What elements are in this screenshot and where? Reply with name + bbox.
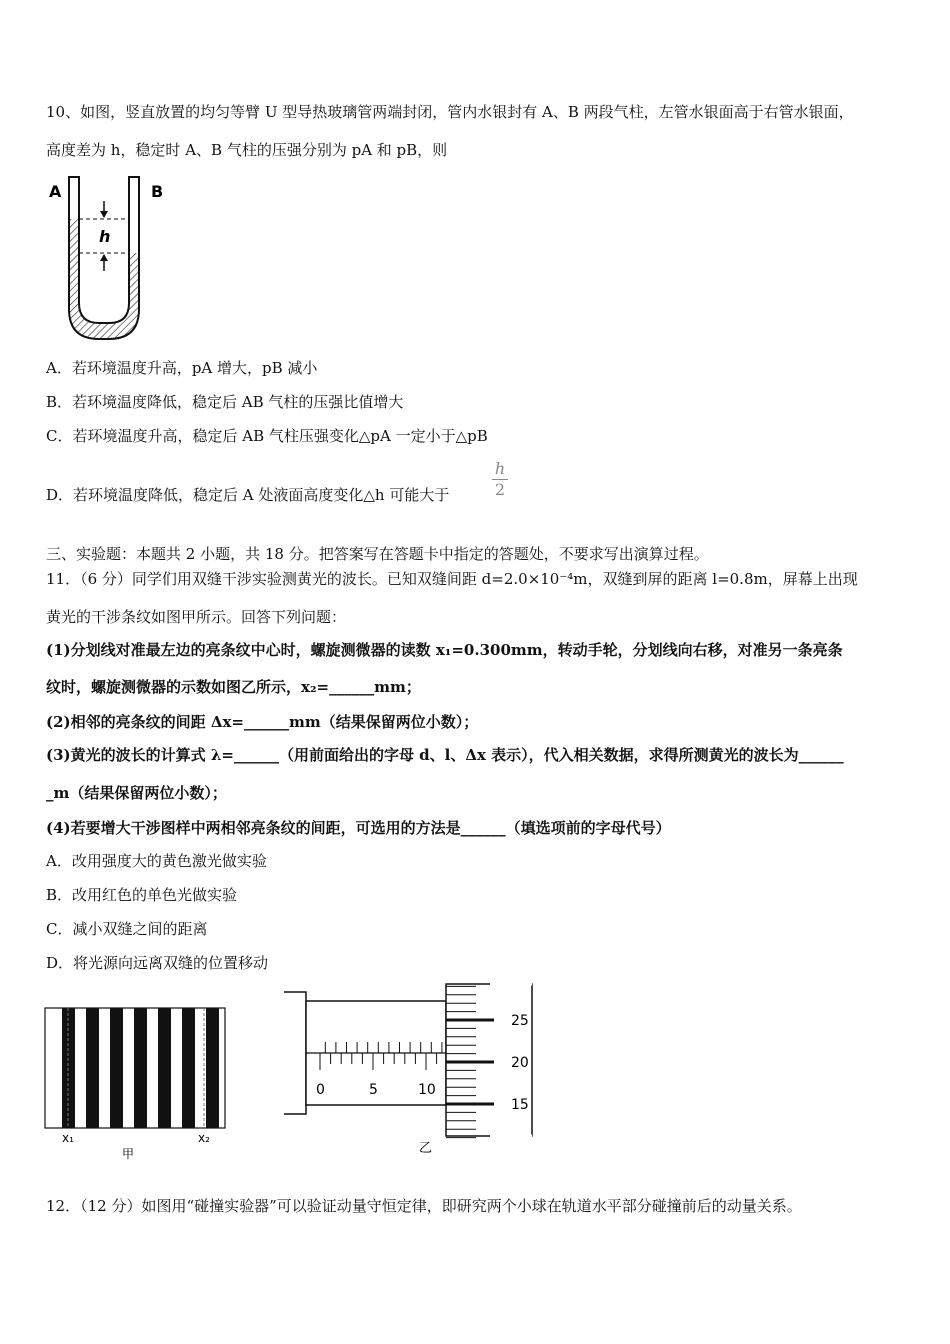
thimble-label: 25 xyxy=(511,1013,529,1029)
q11-option-d: D．将光源向远离双缝的位置移动 xyxy=(46,954,269,972)
q12-stem: 12．（12 分）如图用“碰撞实验器”可以验证动量守恒定律，即研究两个小球在轨道水平部分碰撞前后的动量关系。 xyxy=(46,1197,802,1215)
q10-option-a: A．若环境温度升高，pA 增大，pB 减小 xyxy=(46,359,318,377)
dark-fringe xyxy=(206,1008,219,1128)
dark-fringe xyxy=(158,1008,171,1128)
main-scale-label: 10 xyxy=(418,1082,436,1098)
label-a: A xyxy=(49,182,62,201)
dark-fringe xyxy=(110,1008,123,1128)
thimble-label: 20 xyxy=(511,1055,529,1071)
q10-option-c: C．若环境温度升高，稳定后 AB 气柱压强变化△pA 一定小于△pB xyxy=(46,427,488,445)
micrometer-figure xyxy=(280,982,540,1162)
main-scale-label: 5 xyxy=(369,1082,378,1098)
q11-stem-line1: 11．（6 分）同学们用双缝干涉实验测黄光的波长。已知双缝间距 d=2.0×10⁻⁴m，双缝到屏的距离 l=0.8m，屏幕上出现 xyxy=(46,570,858,588)
dark-fringe xyxy=(86,1008,99,1128)
x1-label: x₁ xyxy=(62,1131,74,1145)
fraction-denominator: 2 xyxy=(492,479,508,500)
q11-part2: (2)相邻的亮条纹的间距 Δx=______mm（结果保留两位小数）； xyxy=(46,713,479,731)
q11-option-c: C．减小双缝之间的距离 xyxy=(46,920,208,938)
fringe-figure xyxy=(44,1004,234,1162)
q11-part3-line1: (3)黄光的波长的计算式 λ=______（用前面给出的字母 d、l、Δx 表示），代入相关数据，求得所测黄光的波长为______ xyxy=(46,746,844,764)
section3-header: 三、实验题：本题共 2 小题，共 18 分。把答案写在答题卡中指定的答题处，不要求写出演算过程。 xyxy=(46,545,709,563)
q11-part3-line2: _m（结果保留两位小数）； xyxy=(46,784,227,802)
q10-stem-line1: 10、如图，竖直放置的均匀等臂 U 型导热玻璃管两端封闭，管内水银封有 A、B 两段气柱，左管水银面高于右管水银面， xyxy=(46,103,854,121)
fig-yi-caption: 乙 xyxy=(419,1141,433,1156)
q11-part1-line1: (1)分划线对准最左边的亮条纹中心时，螺旋测微器的读数 x₁=0.300mm，转动手轮，分划线向右移，对准另一条亮条 xyxy=(46,641,843,659)
main-scale-label: 0 xyxy=(316,1082,325,1098)
fraction-numerator: h xyxy=(494,459,506,478)
q10-stem-line2: 高度差为 h，稳定时 A、B 气柱的压强分别为 pA 和 pB，则 xyxy=(46,141,448,159)
q11-part1-line2: 纹时，螺旋测微器的示数如图乙所示，x₂=______mm； xyxy=(46,678,421,696)
label-b: B xyxy=(151,182,164,201)
dark-fringe xyxy=(182,1008,195,1128)
label-h: h xyxy=(99,227,111,246)
x2-label: x₂ xyxy=(198,1131,210,1145)
q10-option-b: B．若环境温度降低，稳定后 AB 气柱的压强比值增大 xyxy=(46,393,404,411)
thimble-label: 15 xyxy=(511,1097,529,1113)
q11-option-a: A．改用强度大的黄色激光做实验 xyxy=(46,852,267,870)
q10-option-d: D．若环境温度降低，稳定后 A 处液面高度变化△h 可能大于 xyxy=(46,486,450,504)
q11-part4: (4)若要增大干涉图样中两相邻亮条纹的间距，可选用的方法是______（填选项前的字母代号） xyxy=(46,819,671,837)
q11-option-b: B．改用红色的单色光做实验 xyxy=(46,886,238,904)
fig-jia-caption: 甲 xyxy=(122,1147,135,1161)
dark-fringe xyxy=(134,1008,147,1128)
fraction-h-over-2 xyxy=(492,459,508,500)
u-tube-figure xyxy=(44,175,174,345)
q11-stem-line2: 黄光的干涉条纹如图甲所示。回答下列问题： xyxy=(46,608,347,626)
